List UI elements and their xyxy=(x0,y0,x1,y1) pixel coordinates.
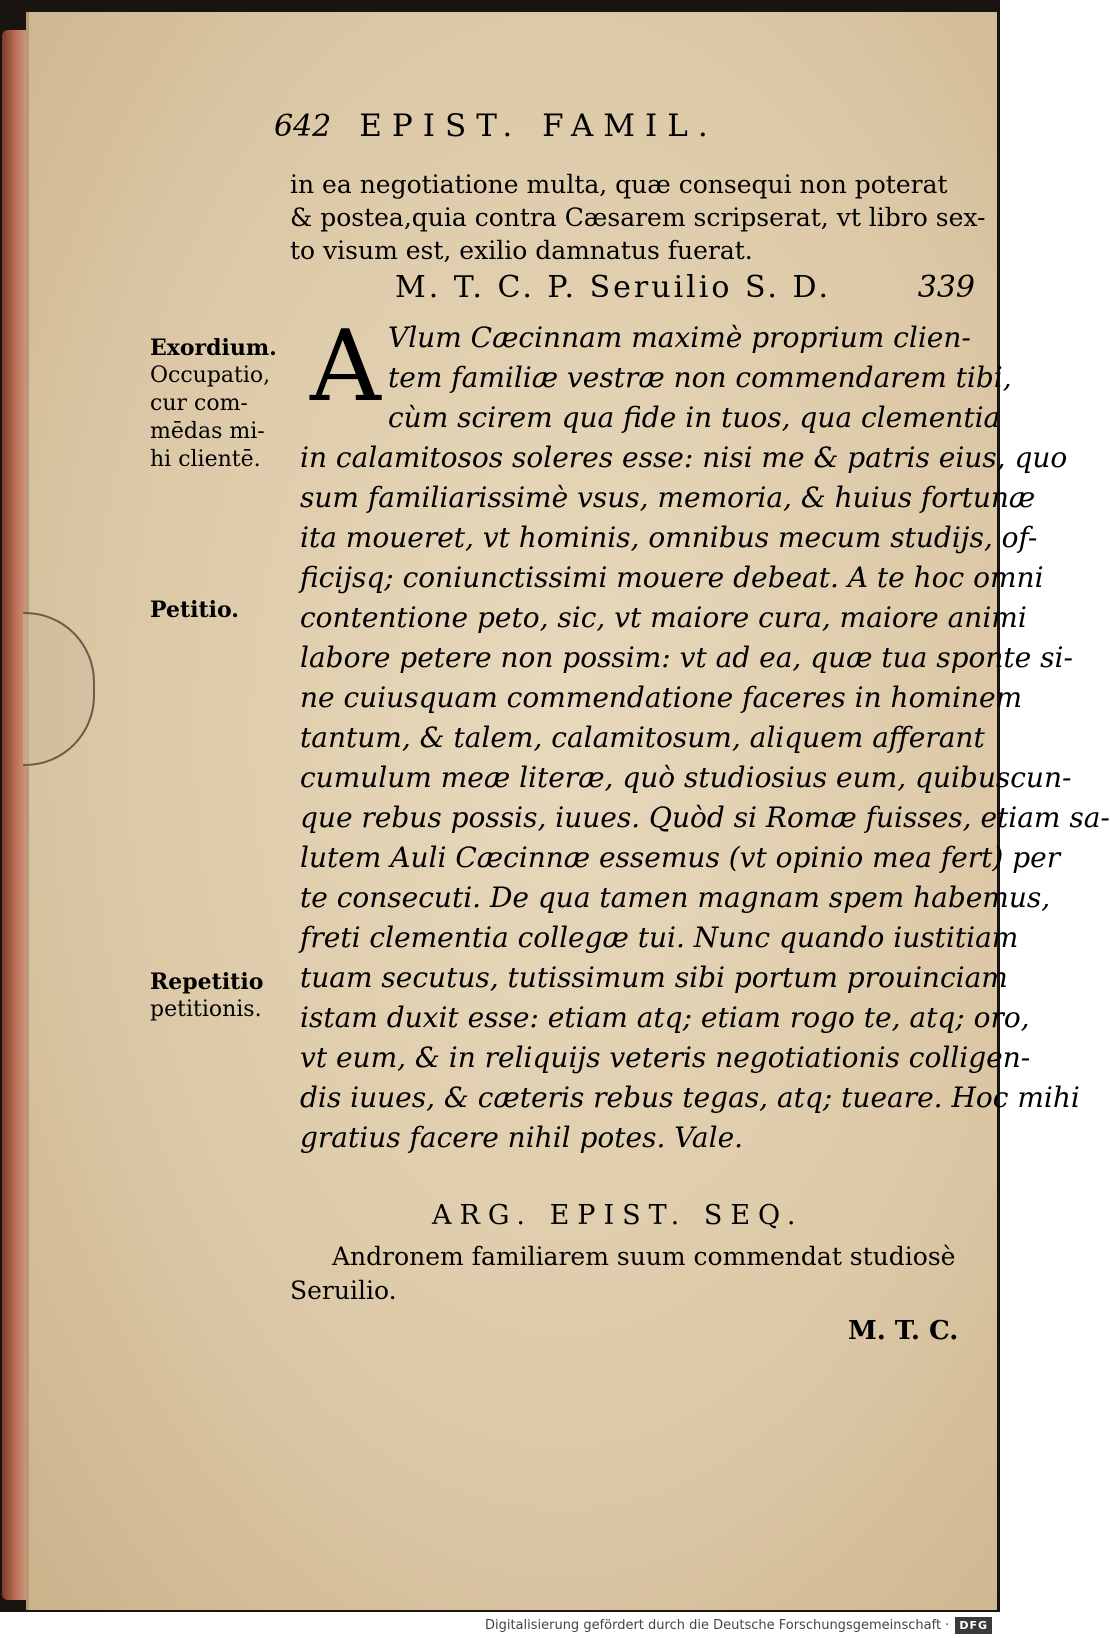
text-line: labore petere non possim: vt ad ea, quæ tua sponte si- xyxy=(300,641,1073,674)
marginal-note-petitio xyxy=(150,596,290,624)
marginal-line: Repetitio xyxy=(150,969,264,995)
text-line: in ea negotiatione multa, quæ consequi non poterat xyxy=(290,170,948,199)
text-line: cumulum meæ literæ, quò studiosius eum, quibuscun- xyxy=(300,761,1072,794)
text-line: vt eum, & in reliquijs veteris negotiationis colligen- xyxy=(300,1041,1031,1074)
text-line: tem familiæ vestræ non commendarem tibi, xyxy=(388,361,1012,394)
text-line: ficijsq; coniunctissimi mouere debeat. A te hoc omni xyxy=(300,561,1044,594)
text-line: Vlum Cæcinnam maximè proprium clien- xyxy=(388,321,971,354)
running-header xyxy=(274,108,834,144)
text-line: sum familiarissimè vsus, memoria, & huius fortunæ xyxy=(300,481,1036,514)
running-title: EPIST. FAMIL. xyxy=(359,108,718,144)
marginal-note-repetitio xyxy=(150,968,290,1024)
marginal-line: Petitio. xyxy=(150,597,239,623)
argument-text xyxy=(290,1240,970,1308)
marginal-line: Exordium. xyxy=(150,335,277,361)
text-line: contentione peto, sic, vt maiore cura, maiore animi xyxy=(300,601,1027,634)
text-line: te consecuti. De qua tamen magnam spem habemus, xyxy=(300,881,1051,914)
catchword: M. T. C. xyxy=(848,1316,959,1346)
text-line: dis iuues, & cæteris rebus tegas, atq; tueare. Hoc mihi xyxy=(300,1081,1080,1114)
argument-title: ARG. EPIST. SEQ. xyxy=(432,1200,804,1231)
text-line: Seruilio. xyxy=(290,1276,397,1305)
salutation-text: M. T. C. P. Seruilio S. D. xyxy=(395,270,832,305)
text-line: ne cuiusquam commendatione faceres in hominem xyxy=(300,681,1023,714)
intro-text xyxy=(290,168,986,267)
text-line: tantum, & talem, calamitosum, aliquem afferant xyxy=(300,721,985,754)
thumb-tab xyxy=(23,612,95,766)
text-line: Andronem familiarem suum commendat studiosè xyxy=(332,1242,956,1271)
text-line: gratius facere nihil potes. Vale. xyxy=(300,1121,744,1154)
page-number: 642 xyxy=(274,109,332,144)
text-line: tuam secutus, tutissimum sibi portum prouinciam xyxy=(300,961,1008,994)
text-line: freti clementia collegæ tui. Nunc quando iustitiam xyxy=(300,921,1019,954)
letter-salutation xyxy=(395,270,975,305)
footer-credit: Digitalisierung gefördert durch die Deutsche Forschungsgemeinschaft · xyxy=(484,1617,950,1633)
text-line: ita moueret, vt hominis, omnibus mecum studijs, of- xyxy=(300,521,1038,554)
dfg-logo: DFG xyxy=(955,1617,992,1634)
text-line: to visum est, exilio damnatus fuerat. xyxy=(290,236,753,265)
marginal-line: hi clientē. xyxy=(150,447,261,472)
text-line: & postea,quia contra Cæsarem scripserat, vt libro sex- xyxy=(290,203,986,232)
drop-capital: A xyxy=(310,310,381,424)
text-line: que rebus possis, iuues. Quòd si Romæ fuisses, etiam sa- xyxy=(300,801,1110,834)
marginal-line: Occupatio, xyxy=(150,363,271,388)
text-line: cùm scirem qua fide in tuos, qua clementia xyxy=(388,401,1001,434)
text-line: in calamitosos soleres esse: nisi me & patris eius, quo xyxy=(300,441,1068,474)
marginal-line: petitionis. xyxy=(150,997,262,1022)
text-line: istam duxit esse: etiam atq; etiam rogo te, atq; oro, xyxy=(300,1001,1030,1034)
marginal-note-exordium xyxy=(150,334,290,474)
text-line: lutem Auli Cæcinnæ essemus (vt opinio mea fert) per xyxy=(300,841,1061,874)
letter-body xyxy=(300,310,1110,1158)
letter-number: 339 xyxy=(917,270,975,305)
digitization-footer xyxy=(0,1612,1000,1638)
marginal-line: cur com- xyxy=(150,391,248,416)
marginal-line: mēdas mi- xyxy=(150,419,265,444)
